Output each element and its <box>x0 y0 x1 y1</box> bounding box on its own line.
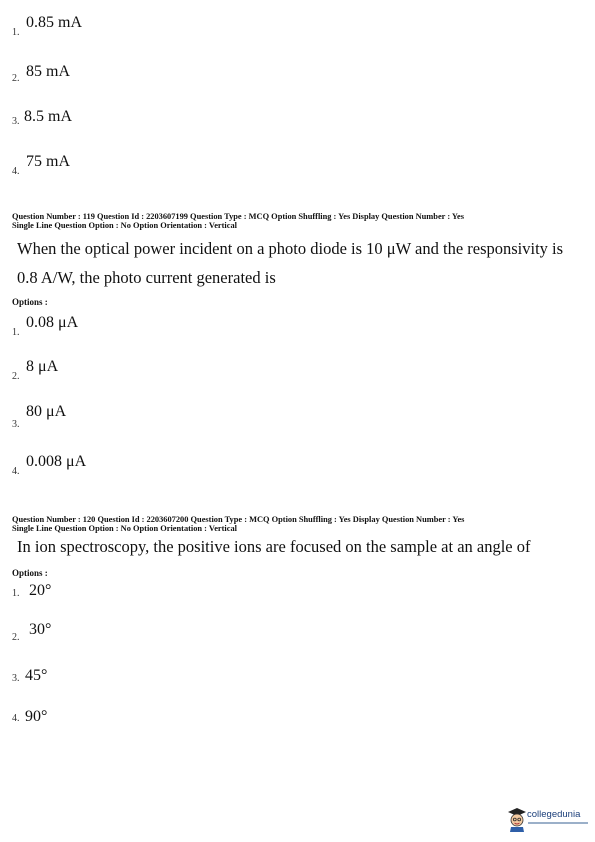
question-meta-line1: Question Number : 120 Question Id : 2203607200 Question Type : MCQ Option Shuffling : Yes Display Question Number : Yes <box>12 515 465 524</box>
option-number: 3. <box>12 673 20 684</box>
option-number: 1. <box>12 27 20 38</box>
option-text: 8 μA <box>26 358 59 375</box>
option-text: 75 mA <box>26 153 70 170</box>
options-label: Options : <box>12 297 48 307</box>
question-text-line2: 0.8 A/W, the photo current generated is <box>17 268 276 287</box>
question-meta-line2: Single Line Question Option : No Option Orientation : Vertical <box>12 221 237 230</box>
logo-tagline-mark <box>528 822 588 824</box>
option-text: 8.5 mA <box>24 108 72 125</box>
option-number: 4. <box>12 166 20 177</box>
option-number: 2. <box>12 371 20 382</box>
option-text: 0.08 μA <box>26 314 79 331</box>
option-text: 90° <box>25 708 48 725</box>
options-label: Options : <box>12 568 48 578</box>
option-number: 3. <box>12 419 20 430</box>
option-text: 30° <box>29 621 52 638</box>
option-number: 1. <box>12 588 20 599</box>
logo-text: collegedunia <box>527 809 581 820</box>
question-text-line1: When the optical power incident on a photo diode is 10 μW and the responsivity is <box>17 239 564 258</box>
option-number: 2. <box>12 73 20 84</box>
question-meta-line2: Single Line Question Option : No Option Orientation : Vertical <box>12 524 237 533</box>
option-text: 0.85 mA <box>26 14 82 31</box>
option-number: 4. <box>12 713 20 724</box>
option-text: 80 μA <box>26 403 67 420</box>
option-number: 3. <box>12 116 20 127</box>
option-number: 4. <box>12 466 20 477</box>
question-text-line1: In ion spectroscopy, the positive ions are focused on the sample at an angle of <box>17 537 531 556</box>
option-text: 0.008 μA <box>26 453 87 470</box>
option-text: 85 mA <box>26 63 70 80</box>
graduate-mascot-icon <box>506 806 528 832</box>
option-text: 45° <box>25 667 48 684</box>
option-number: 1. <box>12 327 20 338</box>
option-number: 2. <box>12 632 20 643</box>
collegedunia-logo <box>506 806 595 834</box>
option-text: 20° <box>29 582 52 599</box>
question-meta-line1: Question Number : 119 Question Id : 2203607199 Question Type : MCQ Option Shuffling : Yes Display Question Number : Yes <box>12 212 464 221</box>
